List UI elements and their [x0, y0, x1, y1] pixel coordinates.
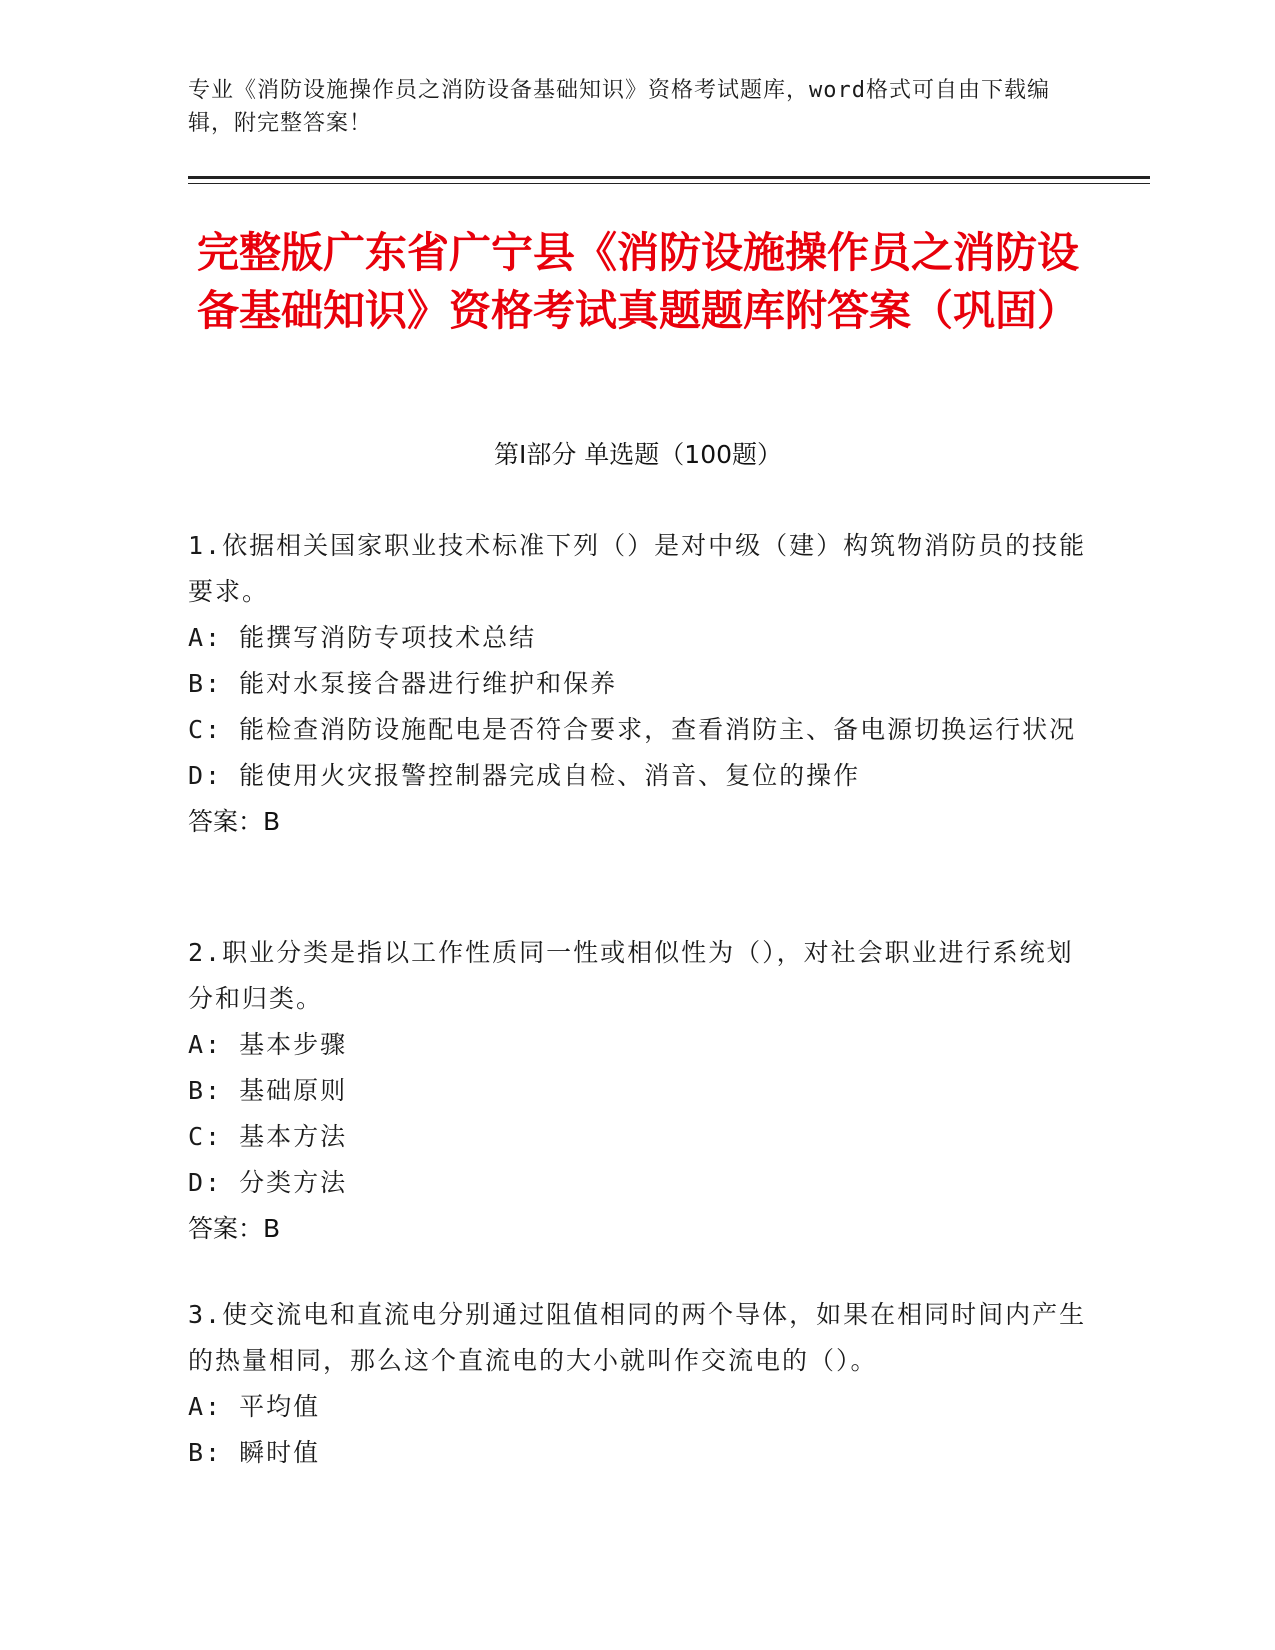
document-title: 完整版广东省广宁县《消防设施操作员之消防设备基础知识》资格考试真题题库附答案（巩固） — [196, 228, 1079, 335]
option-d: D: 能使用火灾报警控制器完成自检、消音、复位的操作 — [188, 761, 861, 790]
answer: 答案：B — [188, 1214, 281, 1243]
header-rule-thin — [188, 183, 1150, 184]
option-a: A: 能撰写消防专项技术总结 — [188, 623, 537, 652]
option-d: D: 分类方法 — [188, 1168, 348, 1197]
header-note: 专业《消防设施操作员之消防设备基础知识》资格考试题库，word格式可自由下载编辑，附完整答案！ — [188, 78, 1050, 136]
question-stem: 2.职业分类是指以工作性质同一性或相似性为（），对社会职业进行系统划分和归类。 — [188, 938, 1074, 1013]
option-a: A: 基本步骤 — [188, 1030, 348, 1059]
question-stem: 1.依据相关国家职业技术标准下列（）是对中级（建）构筑物消防员的技能要求。 — [188, 531, 1087, 606]
option-b: B: 基础原则 — [188, 1076, 348, 1105]
option-a: A: 平均值 — [188, 1392, 321, 1421]
option-c: C: 基本方法 — [188, 1122, 348, 1151]
option-c: C: 能检查消防设施配电是否符合要求，查看消防主、备电源切换运行状况 — [188, 715, 1077, 744]
header-rule-thick — [188, 176, 1150, 179]
option-b: B: 能对水泵接合器进行维护和保养 — [188, 669, 618, 698]
section-title: 第I部分 单选题（100题） — [493, 440, 783, 469]
option-b: B: 瞬时值 — [188, 1438, 321, 1467]
answer: 答案：B — [188, 807, 281, 836]
question-2 — [188, 930, 1088, 1252]
question-stem: 3.使交流电和直流电分别通过阻值相同的两个导体，如果在相同时间内产生的热量相同，那么这个直流电的大小就叫作交流电的（）。 — [188, 1300, 1087, 1375]
question-1 — [188, 523, 1088, 845]
question-3 — [188, 1292, 1088, 1476]
